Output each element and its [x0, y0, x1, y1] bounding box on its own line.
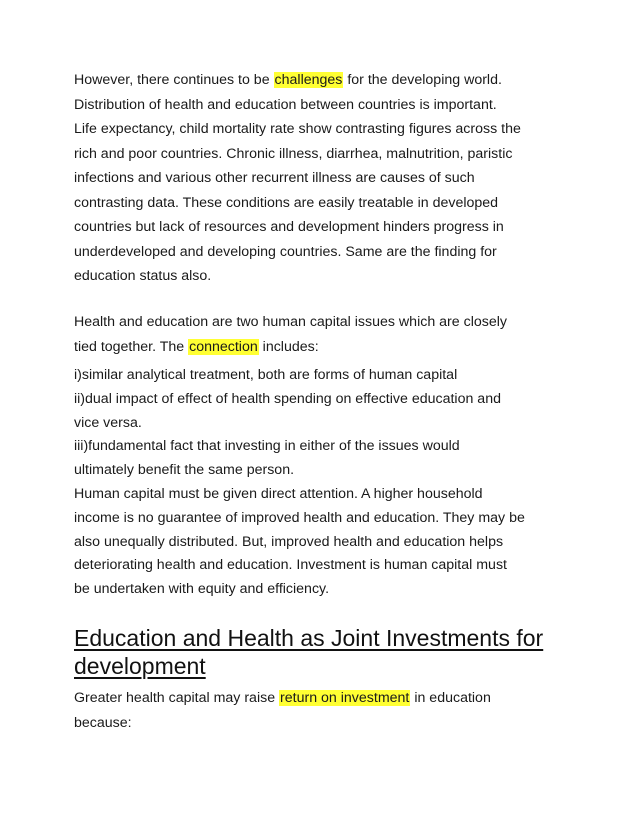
list-item: i)similar analytical treatment, both are forms of human capital — [74, 367, 458, 383]
text-line: because: — [74, 714, 132, 731]
text-line: deteriorating health and education. Investment is human capital must — [74, 557, 507, 574]
text-line: also unequally distributed. But, improved health and education helps — [74, 533, 504, 550]
highlight-challenges: challenges — [274, 72, 343, 88]
list-item: ii)dual impact of effect of health spending on effective education and — [74, 390, 501, 407]
heading-line: Education and Health as Joint Investments for — [74, 625, 544, 651]
highlight-return-on-investment: return on investment — [280, 690, 410, 706]
text-line: tied together. The connection includes: — [74, 338, 319, 355]
section-heading — [74, 624, 554, 680]
text-line: income is no guarantee of improved health and education. They may be — [74, 509, 525, 526]
text-line: vice versa. — [74, 414, 142, 431]
list-item: iii)fundamental fact that investing in either of the issues would — [74, 438, 460, 455]
text-line: be undertaken with equity and efficiency. — [74, 581, 330, 598]
text-line: ultimately benefit the same person. — [74, 462, 295, 479]
paragraph-challenges — [74, 68, 574, 289]
paragraph-return-on-investment — [74, 686, 574, 735]
text-line: rich and poor countries. Chronic illness, diarrhea, malnutrition, paristic — [74, 145, 513, 162]
text-line: contrasting data. These conditions are easily treatable in developed — [74, 194, 499, 211]
text-line: Health and education are two human capital issues which are closely — [74, 314, 507, 330]
highlight-connection: connection — [189, 338, 258, 355]
text-line: Greater health capital may raise return on investment in education — [74, 690, 491, 706]
text-line: Life expectancy, child mortality rate show contrasting figures across the — [74, 121, 521, 137]
text-line: Human capital must be given direct attention. A higher household — [74, 485, 483, 502]
heading-line: development — [74, 653, 206, 679]
paragraph-connection — [74, 310, 574, 359]
paragraph-list — [74, 364, 574, 602]
text-line: However, there continues to be challenges for the developing world. — [74, 72, 502, 88]
text-line: infections and various other recurrent illness are causes of such — [74, 170, 475, 186]
text-line: countries but lack of resources and development hinders progress in — [74, 219, 504, 235]
text-line: Distribution of health and education between countries is important. — [74, 96, 497, 113]
text-line: underdeveloped and developing countries. Same are the finding for — [74, 243, 497, 260]
text-line: education status also. — [74, 268, 212, 284]
